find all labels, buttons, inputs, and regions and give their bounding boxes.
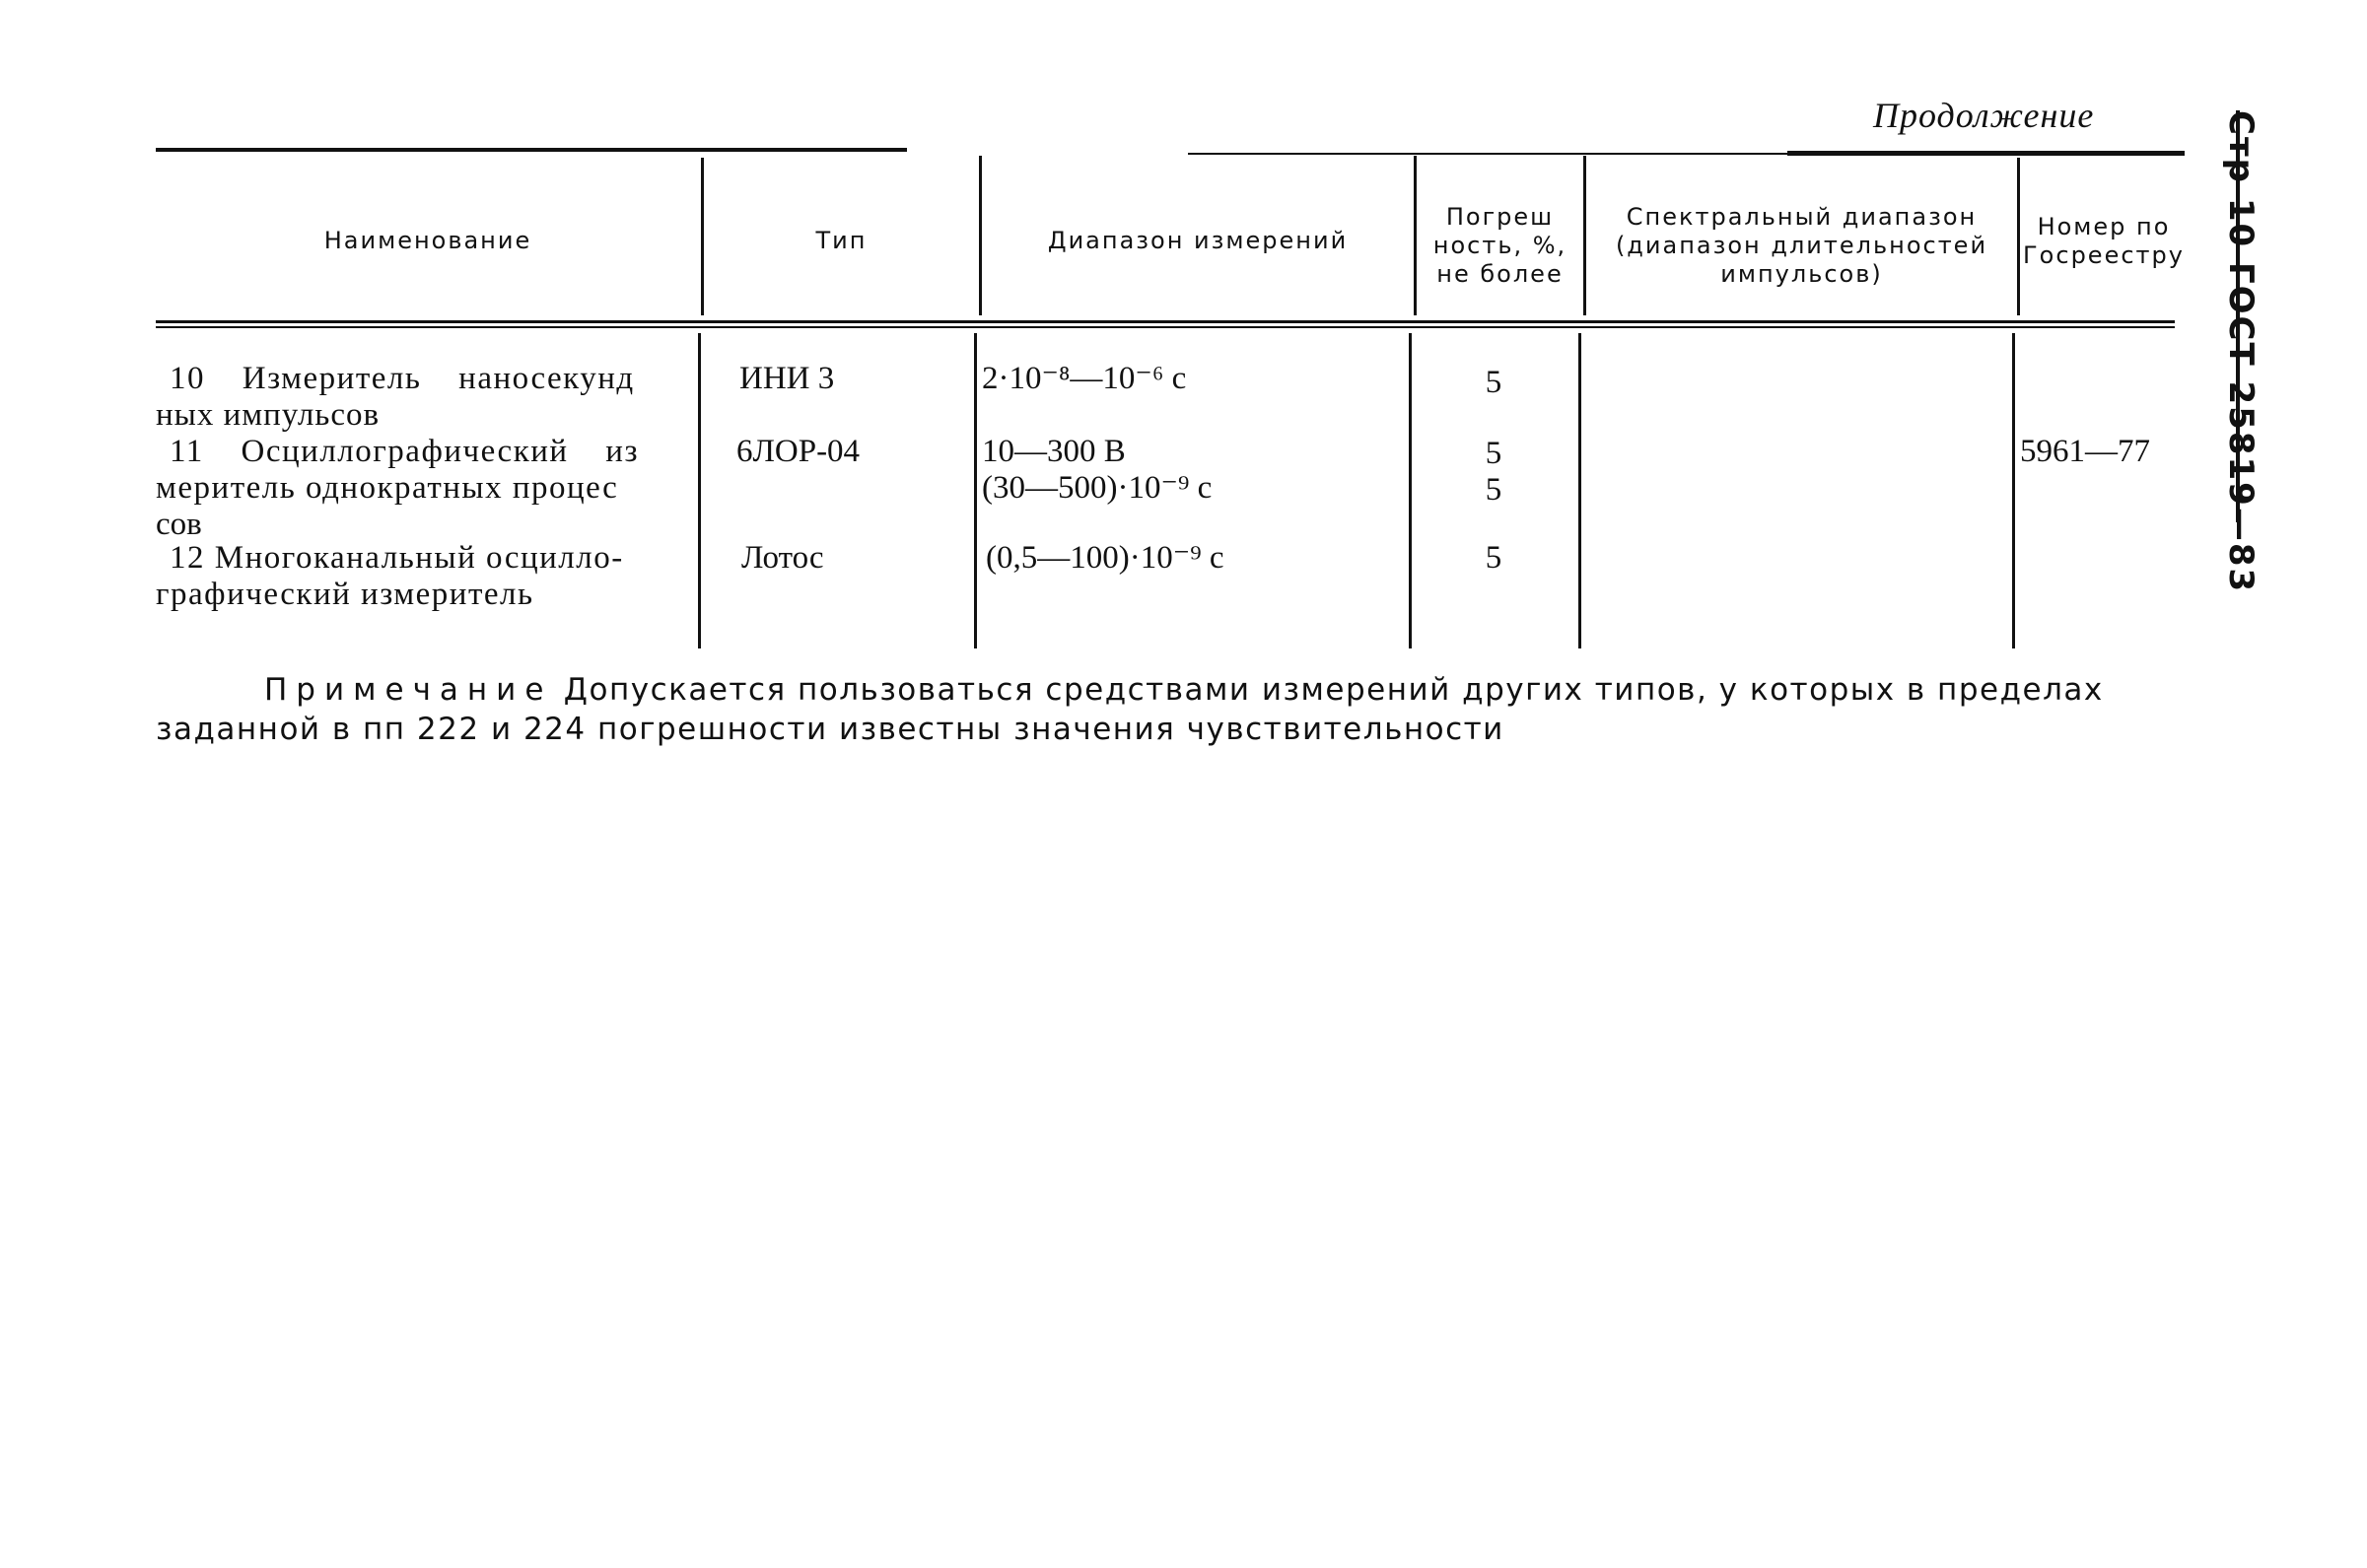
row-12-range: (0,5—100)·10⁻⁹ с [986, 540, 1224, 576]
row-11-error: 5 5 [1485, 436, 1502, 508]
row-12-error: 5 [1485, 540, 1502, 576]
row-11-range: 10—300 В (30—500)·10⁻⁹ с [982, 434, 1213, 506]
column-divider [698, 333, 701, 648]
note-paragraph [156, 670, 2187, 749]
note-label: Примечание [264, 672, 553, 708]
table-top-rule [1188, 153, 1787, 155]
column-divider [974, 333, 977, 648]
row-12-type: Лотос [741, 540, 824, 576]
row-11-registry: 5961—77 [2020, 434, 2150, 469]
header-error: Погреш ность, %, не более [1432, 203, 1567, 288]
row-11-type: 6ЛОР-04 [736, 434, 861, 469]
header-type: Тип [815, 227, 868, 254]
row-10-type: ИНИ 3 [739, 361, 835, 396]
table-top-rule [1787, 151, 2185, 156]
header-range: Диапазон измерений [1047, 227, 1349, 254]
column-divider [1409, 333, 1412, 648]
row-12-name: 12 Многоканальный осцилло- графический измеритель [156, 540, 624, 612]
row-11-name: 11 Осциллографический из меритель однократных процес сов [156, 434, 639, 542]
header-name: Наименование [323, 227, 532, 254]
column-divider [2012, 333, 2015, 648]
table-top-rule [156, 148, 907, 152]
page-side-label: Стр 10 ГОСТ 25819—83 [2221, 110, 2261, 594]
header-separator [156, 326, 2175, 328]
column-divider [1578, 333, 1581, 648]
row-10-error: 5 [1485, 365, 1502, 400]
header-registry: Номер по Госреестру [2023, 213, 2185, 269]
note-text: Допускается пользоваться средствами измерений других типов, у которых в пределах заданной в пп 222 и 224 погрешности известны значения чувствительности [156, 672, 2104, 747]
row-10-range: 2·10⁻⁸—10⁻⁶ с [982, 361, 1187, 396]
row-10-name: 10 Измеритель наносекунд ных импульсов [156, 361, 635, 433]
header-separator [156, 320, 2175, 323]
header-spectral: Спектральный диапазон (диапазон длительностей импульсов) [1615, 203, 1988, 288]
continuation-label: Продолжение [1873, 96, 2095, 135]
